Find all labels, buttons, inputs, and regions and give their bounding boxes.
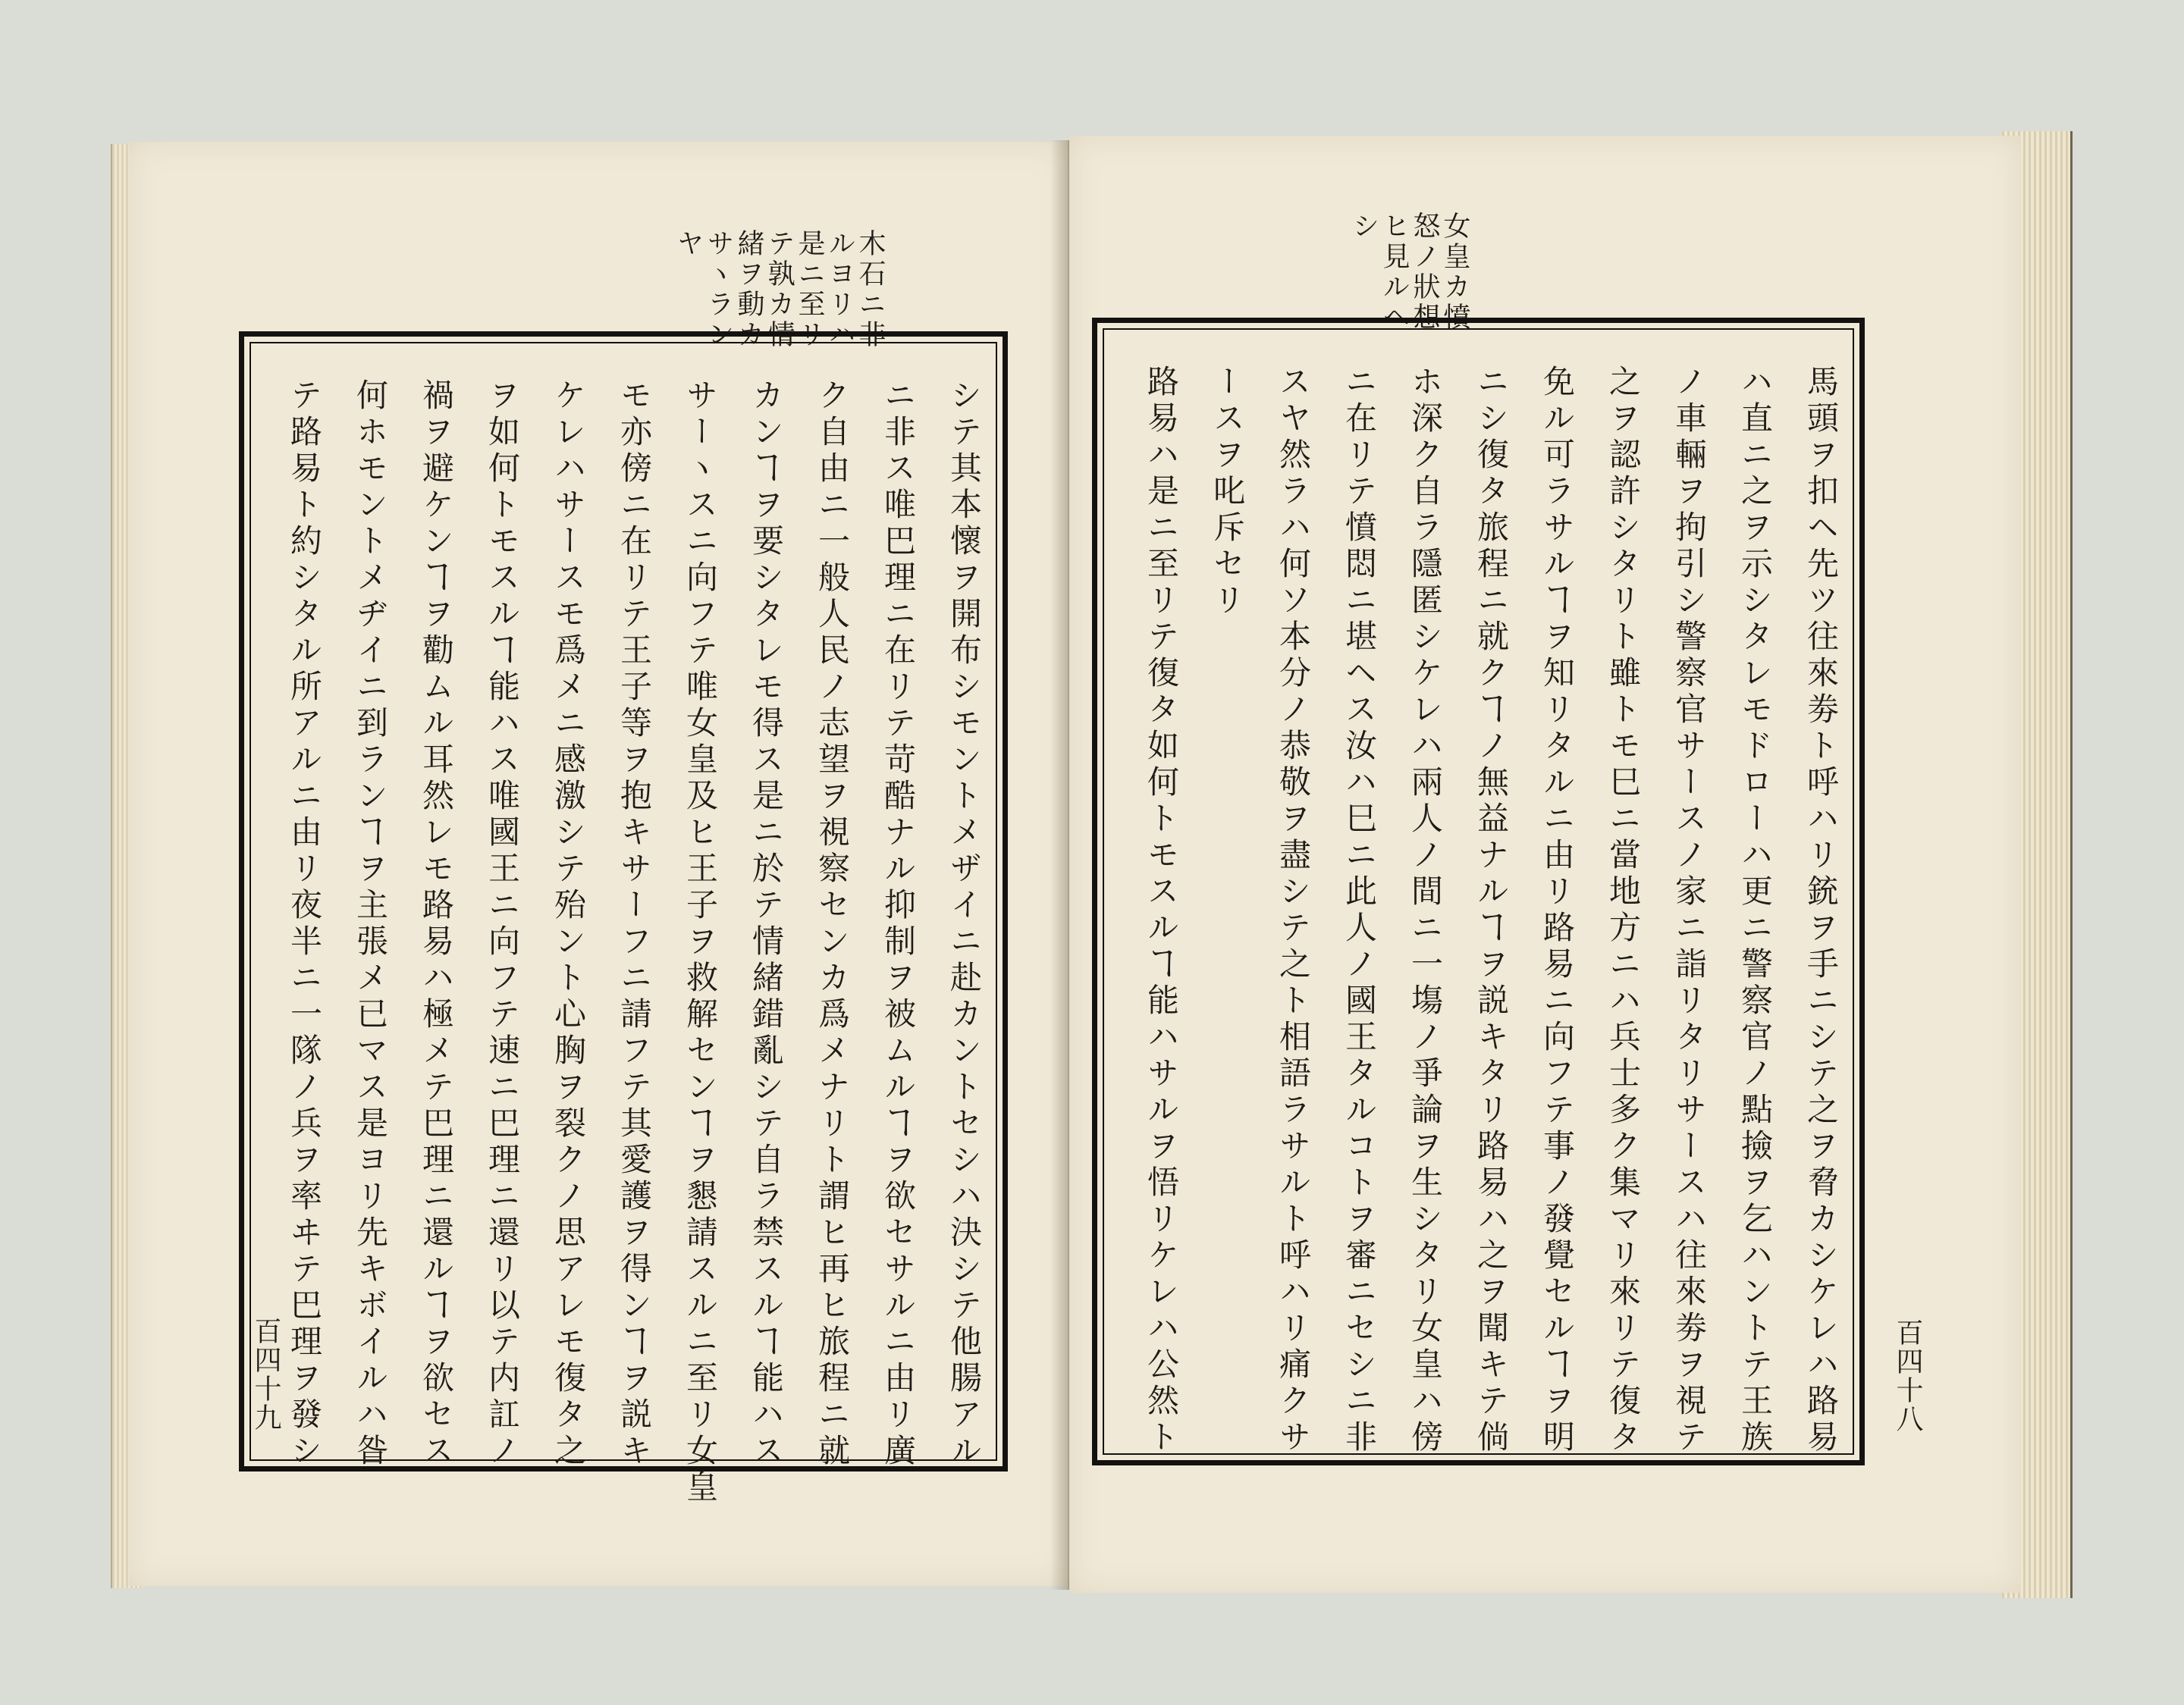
text-column: ースヲ叱斥セリ: [1209, 365, 1246, 619]
text-frame: [239, 331, 1008, 1506]
text-column: ニシ復タ旅程ニ就クヿノ無益ナルヿヲ説キタリ路易ハ之ヲ聞キテ倘: [1473, 365, 1510, 1456]
page-number: 百四十九: [250, 1317, 281, 1432]
text-column: モ亦傍ニ在リテ王子等ヲ抱キサーフニ請フテ其愛護ヲ得ンヿヲ説キ: [616, 378, 653, 1470]
left-page: [129, 142, 1069, 1586]
headnote-line: ヤ: [673, 229, 704, 259]
headnote-line: サヽラン: [703, 229, 734, 350]
text-column: シテ其本懷ヲ開布シモントメザイニ赴カントセシハ決シテ他腸アル: [946, 378, 983, 1470]
right-page: [1069, 136, 2021, 1593]
text-column: ノ車輛ヲ拘引シ警察官サースノ家ニ詣リタリサースハ往來劵ヲ視テ: [1671, 365, 1708, 1456]
headnote-line: 緒ヲ動カ: [733, 229, 764, 350]
headnote-line: ルヨリハ: [824, 229, 855, 350]
text-column: ク自由ニ一般人民ノ志望ヲ視察センカ爲メナリト謂ヒ再ヒ旅程ニ就: [814, 378, 851, 1470]
text-column: 路易ハ是ニ至リテ復タ如何トモスルヿ能ハサルヲ悟リケレハ公然ト: [1143, 365, 1180, 1456]
headnote-line: テ孰カ情: [764, 229, 795, 350]
text-column: ホ深ク自ラ隱匿シケレハ兩人ノ間ニ一塲ノ爭論ヲ生シタリ女皇ハ傍: [1407, 365, 1444, 1456]
headnote-line: 是ニ至リ: [794, 229, 825, 350]
headnote-line: 怒ノ狀想: [1409, 212, 1440, 333]
text-column: サーヽスニ向フテ唯女皇及ヒ王子ヲ救解センヿヲ懇請スルニ至リ女皇: [682, 378, 719, 1506]
headnote-line: 木石ニ非: [855, 229, 886, 350]
text-column: 禍ヲ避ケンヿヲ勸ムル耳然レモ路易ハ極メテ巴理ニ還ルヿヲ欲セス: [418, 378, 455, 1470]
text-column: ハ直ニ之ヲ示シタレモドローハ更ニ警察官ノ點撿ヲ乞ハントテ王族: [1737, 365, 1774, 1456]
text-column: スヤ然ラハ何ソ本分ノ恭敬ヲ盡シテ之ト相語ラサルト呼ハリ痛クサ: [1275, 365, 1312, 1456]
text-column: テ路易ト約シタル所アルニ由リ夜半ニ一隊ノ兵ヲ率ヰテ巴理ヲ發シ: [286, 378, 323, 1470]
headnote-line: 女皇カ憤: [1439, 212, 1470, 333]
headnote-line: シ: [1348, 212, 1379, 242]
text-column: ニ在リテ憤悶ニ堪ヘス汝ハ巳ニ此人ノ國王タルコトヲ審ニセシニ非: [1341, 365, 1378, 1456]
text-column: 馬頭ヲ扣ヘ先ツ往來劵ト呼ハリ銃ヲ手ニシテ之ヲ脅カシケレハ路易: [1803, 365, 1840, 1456]
text-column: カンヿヲ要シタレモ得ス是ニ於テ情緒錯亂シテ自ラ禁スルヿ能ハス: [748, 378, 785, 1470]
page-number: 百四十八: [1892, 1318, 1923, 1434]
text-column: ニ非ス唯巴理ニ在リテ苛酷ナル抑制ヲ被ムルヿヲ欲セサルニ由リ廣: [880, 378, 917, 1470]
text-frame: [1092, 318, 1865, 1465]
text-column: ヲ如何トモスルヿ能ハス唯國王ニ向フテ速ニ巴理ニ還リ以テ内訌ノ: [484, 378, 521, 1470]
text-column: 何ホモントメヂイニ到ランヿヲ主張メ已マス是ヨリ先キボイルハ昝: [352, 378, 389, 1470]
text-column: 之ヲ認許シタリト雖トモ巳ニ當地方ニハ兵士多ク集マリ來リテ復タ: [1605, 365, 1642, 1456]
headnote-line: ヒ見ルヘ: [1379, 212, 1410, 333]
open-book: [106, 125, 2078, 1607]
text-column: 免ル可ラサルヿヲ知リタルニ由リ路易ニ向フテ事ノ發覺セルヿヲ明: [1539, 365, 1576, 1456]
text-column: ケレハサースモ爲メニ感激シテ殆ント心胸ヲ裂クノ思アレモ復タ之: [550, 378, 587, 1470]
